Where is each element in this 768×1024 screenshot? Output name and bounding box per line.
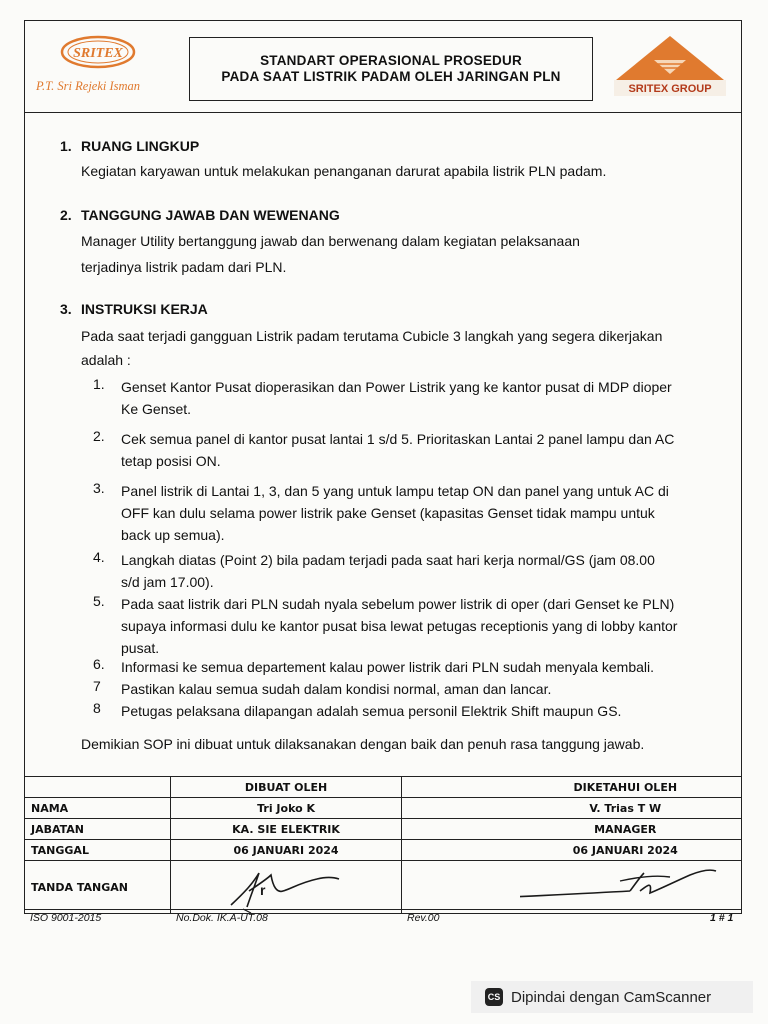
step-number: 3. — [93, 480, 105, 496]
approval-row — [25, 840, 742, 861]
section-3-intro-line-2: adalah : — [81, 352, 131, 368]
section-3-heading: INSTRUKSI KERJA — [81, 301, 208, 317]
row-label: JABATAN — [25, 819, 171, 840]
made-by-signature — [170, 861, 402, 914]
step-number: 5. — [93, 593, 105, 609]
step-number: 7 — [93, 678, 101, 694]
approval-table — [24, 776, 742, 914]
row-label: TANDA TANGAN — [25, 861, 171, 914]
known-by-position: MANAGER — [510, 819, 742, 840]
header-divider — [24, 112, 742, 113]
known-by-header: DIKETAHUI OLEH — [510, 777, 742, 798]
document-title — [189, 37, 593, 101]
group-logo-text: SRITEX GROUP — [628, 83, 712, 95]
section-2-number: 2. — [60, 207, 72, 223]
section-1-number: 1. — [60, 138, 72, 154]
step-1-text: Genset Kantor Pusat dioperasikan dan Power Listrik yang ke kantor pusat di MDP dioper Ke Genset. — [121, 379, 672, 417]
svg-text:r: r — [260, 882, 266, 898]
section-2-text-line-2: terjadinya listrik padam dari PLN. — [81, 259, 287, 275]
known-by-name: V. Trias T W — [510, 798, 742, 819]
step-2-text: Cek semua panel di kantor pusat lantai 1 s/d 5. Prioritaskan Lantai 2 panel lampu dan AC tetap posisi ON. — [121, 431, 675, 469]
step-6-text: Informasi ke semua departement kalau power listrik dari PLN sudah menyala kembali. — [121, 659, 655, 675]
page-number: 1 # 1 — [710, 912, 734, 924]
closing-statement: Demikian SOP ini dibuat untuk dilaksanakan dengan baik dan penuh rasa tanggung jawab. — [81, 736, 645, 752]
made-by-position: KA. SIE ELEKTRIK — [170, 819, 402, 840]
title-line-2: PADA SAAT LISTRIK PADAM OLEH JARINGAN PLN — [221, 69, 561, 84]
step-4-text: Langkah diatas (Point 2) bila padam terjadi pada saat hari kerja normal/GS (jam 08.00 s/d jam 17.00). — [121, 552, 655, 590]
row-label: TANGGAL — [25, 840, 171, 861]
camscanner-label: Dipindai dengan CamScanner — [511, 988, 712, 1006]
step-number: 8 — [93, 700, 101, 716]
approval-signature-row — [25, 861, 742, 914]
approval-header-row — [25, 777, 742, 798]
step-8-text: Petugas pelaksana dilapangan adalah semua personil Elektrik Shift maupun GS. — [121, 703, 622, 719]
camscanner-icon: CS — [485, 988, 503, 1006]
step-number: 1. — [93, 376, 105, 392]
made-by-date: 06 JANUARI 2024 — [170, 840, 402, 861]
step-7-text: Pastikan kalau semua sudah dalam kondisi normal, aman dan lancar. — [121, 681, 552, 697]
sritex-logo — [34, 34, 174, 98]
step-number: 2. — [93, 428, 105, 444]
made-by-header: DIBUAT OLEH — [170, 777, 402, 798]
camscanner-watermark — [471, 981, 753, 1013]
logo-text: SRITEX — [73, 46, 123, 61]
row-label: NAMA — [25, 798, 171, 819]
section-1-text: Kegiatan karyawan untuk melakukan penanganan darurat apabila listrik PLN padam. — [81, 163, 607, 179]
known-by-date: 06 JANUARI 2024 — [510, 840, 742, 861]
step-number: 4. — [93, 549, 105, 565]
revision: Rev.00 — [407, 912, 440, 924]
sritex-group-logo — [610, 34, 730, 98]
known-by-signature — [510, 861, 742, 914]
step-5-text: Pada saat listrik dari PLN sudah nyala sebelum power listrik di oper (dari Genset ke PLN) supaya informasi dulu ke kantor pusat bisa lewat petugas receptionis yang di lobby kantor pusat. — [121, 596, 678, 656]
approval-row — [25, 819, 742, 840]
company-script-name: P.T. Sri Rejeki Isman — [36, 79, 141, 93]
section-2-heading: TANGGUNG JAWAB DAN WEWENANG — [81, 207, 340, 223]
iso-label: ISO 9001-2015 — [30, 912, 102, 924]
step-number: 6. — [93, 656, 105, 672]
section-3-number: 3. — [60, 301, 72, 317]
approval-row — [25, 798, 742, 819]
document-number: No.Dok. IK.A-UT.08 — [176, 912, 268, 924]
section-3-intro-line-1: Pada saat terjadi gangguan Listrik padam terutama Cubicle 3 langkah yang segera dikerjakan — [81, 328, 663, 344]
section-1-heading: RUANG LINGKUP — [81, 138, 200, 154]
made-by-name: Tri Joko K — [170, 798, 402, 819]
signature-known-by — [520, 861, 730, 913]
title-line-1: STANDART OPERASIONAL PROSEDUR — [260, 53, 522, 68]
section-2-text-line-1: Manager Utility bertanggung jawab dan berwenang dalam kegiatan pelaksanaan — [81, 233, 580, 249]
step-3-text: Panel listrik di Lantai 1, 3, dan 5 yang untuk lampu tetap ON dan panel yang untuk AC di OFF kan dulu selama power listrik pake Genset (kapasitas Genset tidak mampu untuk back up semua). — [121, 483, 669, 543]
signature-made-by — [221, 861, 351, 913]
